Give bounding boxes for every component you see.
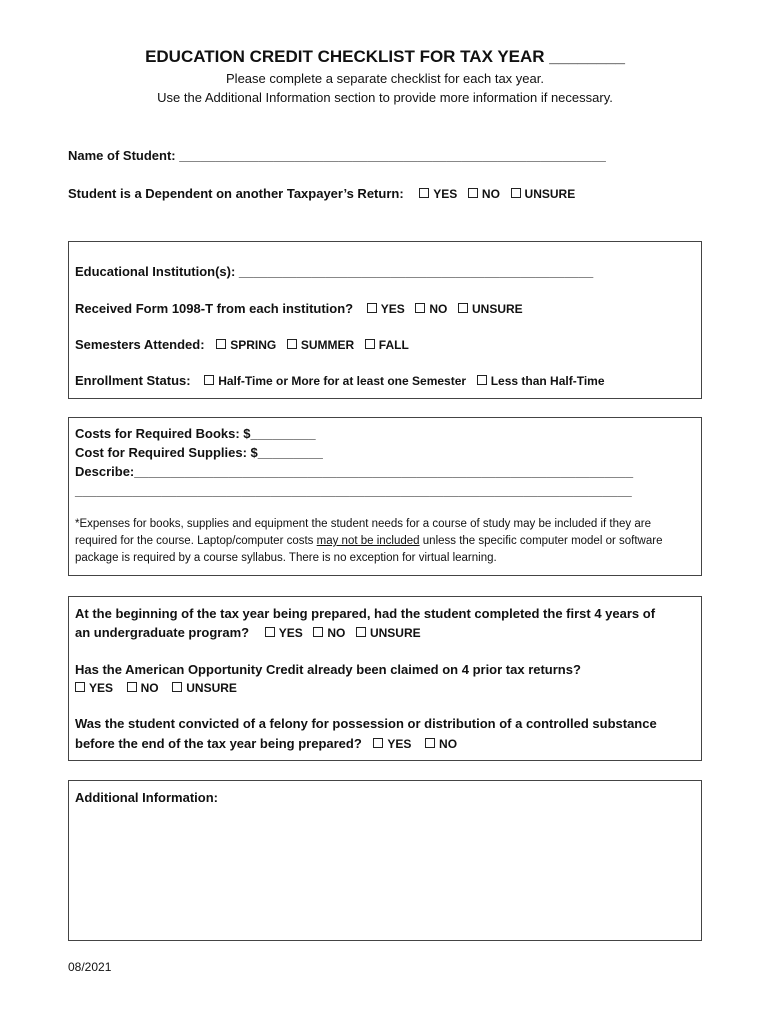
semesters-label: Semesters Attended: [75,337,205,352]
q3-yes-option[interactable]: YES [373,737,411,751]
subtitle-line-2: Use the Additional Information section to provide more information if necessary. [157,90,613,105]
page-title: EDUCATION CREDIT CHECKLIST FOR TAX YEAR ________ [145,47,625,66]
semester-fall-option[interactable]: FALL [365,338,409,352]
q3-line-1: Was the student convicted of a felony for possession or distribution of a controlled substance [75,716,657,731]
q1-no-option[interactable]: NO [313,626,345,640]
checkbox-icon[interactable] [313,627,323,637]
books-cost-field[interactable]: Costs for Required Books: $_________ [75,426,316,441]
additional-info-section[interactable] [68,780,702,941]
additional-info-label: Additional Information: [75,790,218,805]
dependent-label: Student is a Dependent on another Taxpayer’s Return: [68,186,404,201]
q2-options [75,680,237,695]
student-name-field[interactable]: Name of Student: ___________________________________________________________ [68,148,606,163]
checkbox-icon[interactable] [373,738,383,748]
form-1098t-question [75,301,523,316]
revision-date: 08/2021 [68,960,112,974]
q3-label: before the end of the tax year being prepared? [75,736,362,751]
eligibility-section [68,596,702,761]
enrollment-less-option[interactable]: Less than Half-Time [477,374,605,388]
describe-field-line-2[interactable]: _____________________________________________________________________________ [75,483,632,498]
semester-spring-option[interactable]: SPRING [216,338,276,352]
checkbox-icon[interactable] [415,303,425,313]
semesters-question [75,337,409,352]
checkbox-icon[interactable] [425,738,435,748]
checkbox-icon[interactable] [419,188,429,198]
q3-no-option[interactable]: NO [425,737,457,751]
enrollment-label: Enrollment Status: [75,373,191,388]
checkbox-icon[interactable] [458,303,468,313]
checkbox-icon[interactable] [172,682,182,692]
checkbox-icon[interactable] [287,339,297,349]
q1-yes-option[interactable]: YES [265,626,303,640]
expenses-note [75,516,695,567]
q1-label: an undergraduate program? [75,625,250,640]
q1-unsure-option[interactable]: UNSURE [356,626,421,640]
expenses-note-part-2: unless the specific computer model or software package is required by a course syllabus. There is no exception for virtual learning. [75,535,663,564]
q1-line-1: At the beginning of the tax year being prepared, had the student completed the first 4 years of [75,606,656,621]
checkbox-icon[interactable] [468,188,478,198]
dependent-no-option[interactable]: NO [468,187,500,201]
checkbox-icon[interactable] [511,188,521,198]
institutions-field[interactable]: Educational Institution(s): _________________________________________________ [75,264,594,279]
expenses-note-emphasis: may not be included [316,535,420,547]
expenses-note-part-1: *Expenses for books, supplies and equipment the student needs for a course of study may be included if they are required for the course. Laptop/computer costs [75,518,651,547]
enrollment-halftime-option[interactable]: Half-Time or More for at least one Semester [204,374,466,388]
form-1098t-label: Received Form 1098-T from each institution? [75,301,354,316]
enrollment-question [75,373,605,388]
q2-yes-option[interactable]: YES [75,681,113,695]
checkbox-icon[interactable] [204,375,214,385]
costs-section [68,417,702,576]
q2-unsure-option[interactable]: UNSURE [172,681,237,695]
checkbox-icon[interactable] [356,627,366,637]
checkbox-icon[interactable] [367,303,377,313]
checkbox-icon[interactable] [75,682,85,692]
checkbox-icon[interactable] [265,627,275,637]
q3-line-2 [75,736,457,751]
checkbox-icon[interactable] [365,339,375,349]
institution-section [68,241,702,399]
supplies-cost-field[interactable]: Cost for Required Supplies: $_________ [75,445,323,460]
q1-line-2 [75,625,421,640]
form-1098t-unsure-option[interactable]: UNSURE [458,302,523,316]
form-1098t-no-option[interactable]: NO [415,302,447,316]
checkbox-icon[interactable] [127,682,137,692]
subtitle-line-1: Please complete a separate checklist for each tax year. [226,71,544,86]
q2-line-1: Has the American Opportunity Credit already been claimed on 4 prior tax returns? [75,662,581,677]
checkbox-icon[interactable] [477,375,487,385]
dependent-question [68,186,575,201]
checkbox-icon[interactable] [216,339,226,349]
dependent-unsure-option[interactable]: UNSURE [511,187,576,201]
q2-no-option[interactable]: NO [127,681,159,695]
semester-summer-option[interactable]: SUMMER [287,338,354,352]
form-1098t-yes-option[interactable]: YES [367,302,405,316]
dependent-yes-option[interactable]: YES [419,187,457,201]
describe-field[interactable]: Describe:_____________________________________________________________________ [75,464,634,479]
